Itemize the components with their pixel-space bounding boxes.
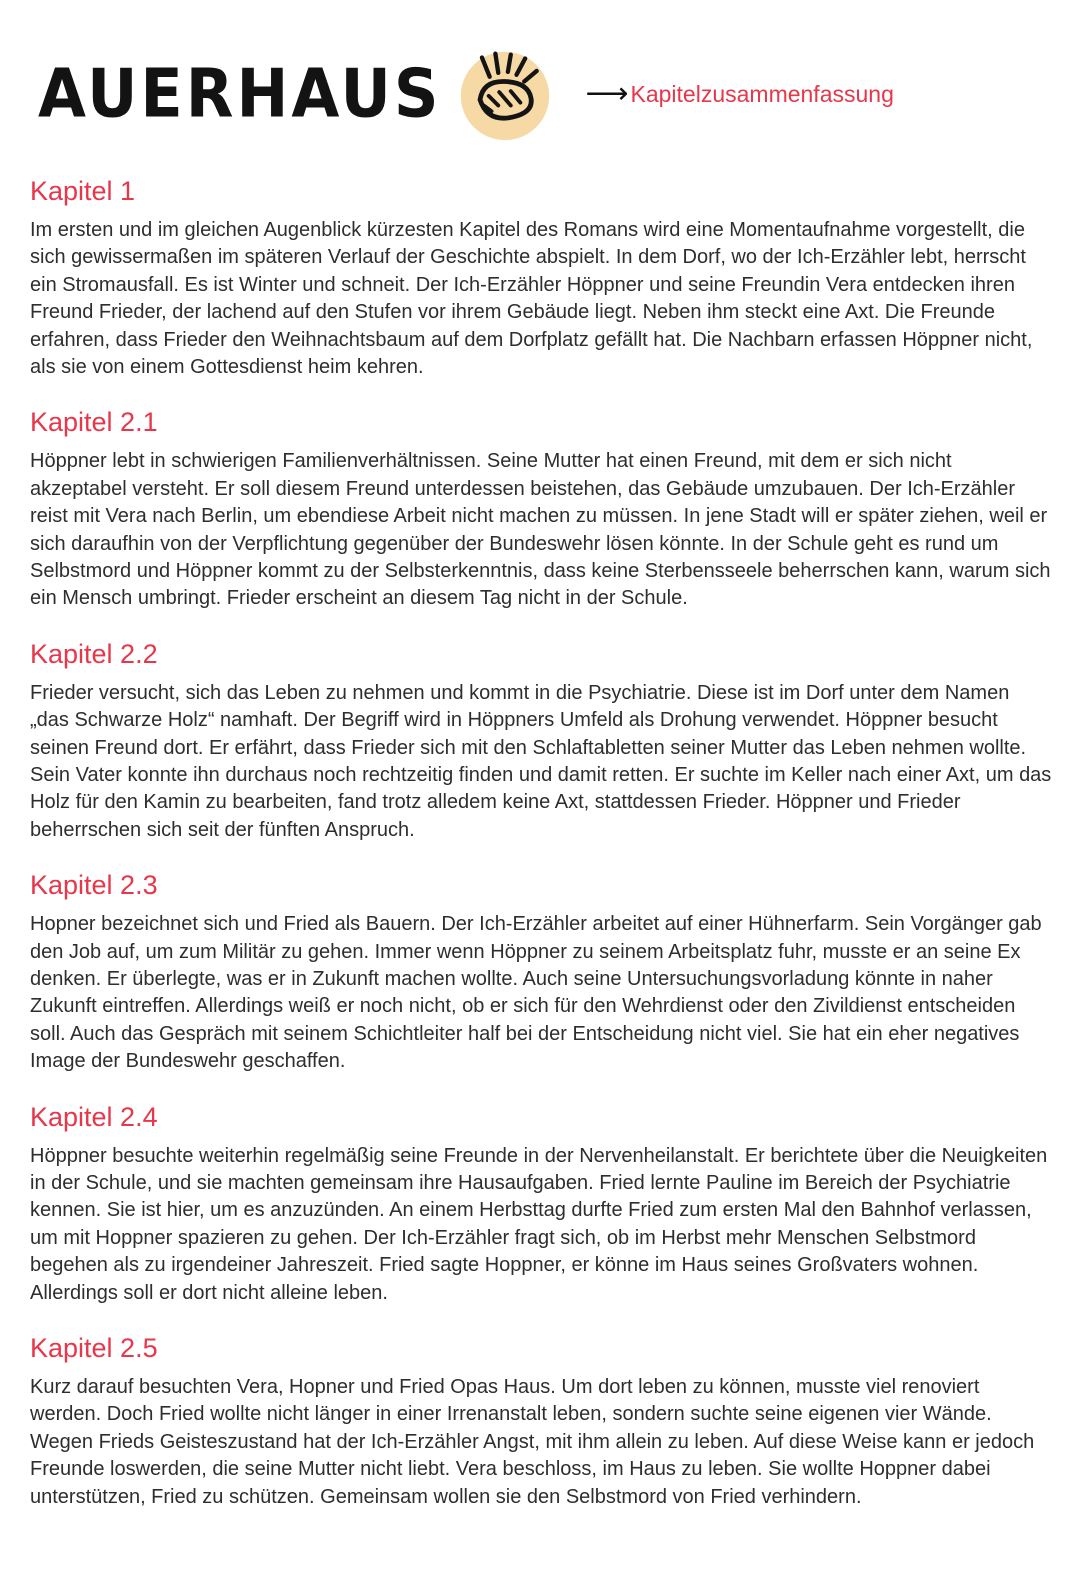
chapter-body: Kurz darauf besuchten Vera, Hopner und Fried Opas Haus. Um dort leben zu können, musste viel renoviert werden. Doch Fried wollte nicht länger in einer Irrenanstalt leben, sondern suchte seine eigenen vier Wände. Wegen Frieds Geisteszustand hat der Ich-Erzähler Angst, mit ihm allein zu leben. Auf diese Weise kann er jedoch Freunde loswerden, die seine Mutter nicht liebt. Vera beschloss, im Haus zu leben. Sie wollte Hoppner dabei unterstützen, Fried zu schützen. Gemeinsam wollen sie den Selbstmord von Fried verhindern. (30, 1376, 1035, 1508)
chapter-section-2-3 (30, 870, 1052, 1075)
chapter-body: Frieder versucht, sich das Leben zu nehmen und kommt in die Psychiatrie. Diese ist im Dorf unter dem Namen „das Schwarze Holz“ namhaft. Der Begriff wird in Höppners Umfeld als Drohung verwendet. Höppner besucht seinen Freund dort. Er erfährt, dass Frieder sich mit den Schlaftabletten seiner Mutter das Leben nehmen wollte. Sein Vater konnte ihn durchaus noch rechtzeitig finden und damit retten. Er suchte im Keller nach einer Axt, um das Holz für den Kamin zu bearbeiten, fand trotz alledem keine Axt, stattdessen Frieder. Höppner und Frieder beherrschen sich seit der fünften Anspruch. (30, 681, 1052, 841)
auerhaus-logo-text: AUERHAUS (38, 54, 442, 133)
scribble-doodle-icon (457, 46, 553, 142)
doc-title-group (585, 79, 893, 109)
chapter-heading: Kapitel 2.2 (30, 638, 158, 669)
chapter-body: Im ersten und im gleichen Augenblick kürzesten Kapitel des Romans wird eine Momentaufnahme vorgestellt, die sich gewissermaßen im späteren Verlauf der Geschichte abspielt. In dem Dorf, wo der Ich-Erzähler lebt, herrscht ein Stromausfall. Es ist Winter und schneit. Der Ich-Erzähler Höppner und seine Freundin Vera entdecken ihren Freund Frieder, der lachend auf den Stufen vor ihrem Gebäude liegt. Neben ihm steckt eine Axt. Die Freunde erfahren, dass Frieder den Weihnachtsbaum auf dem Dorfplatz gefällt hat. Die Nachbarn erfassen Höppner nicht, als sie von einem Gottesdienst heim kehren. (30, 219, 1033, 378)
chapter-section-1 (30, 176, 1052, 381)
page-title: Kapitelzusammenfassung (630, 80, 894, 107)
chapter-heading: Kapitel 2.4 (30, 1101, 158, 1132)
chapter-body: Höppner besuchte weiterhin regelmäßig seine Freunde in der Nervenheilanstalt. Er berichtete über die Neuigkeiten in der Schule, und sie machten gemeinsam ihre Hausaufgaben. Fried lernte Pauline im Bereich der Psychiatrie kennen. Sie ist hier, um es anzuzünden. An einem Herbsttag durfte Fried zum ersten Mal den Bahnhof verlassen, um mit Hoppner spazieren zu gehen. Der Ich-Erzähler fragt sich, ob im Herbst mehr Menschen Selbstmord begehen als zu irgendeiner Jahreszeit. Fried sagte Hoppner, er könne im Haus seines Großvaters wohnen. Allerdings soll er dort nicht alleine leben. (30, 1144, 1048, 1304)
chapter-body: Hopner bezeichnet sich und Fried als Bauern. Der Ich-Erzähler arbeitet auf einer Hühnerfarm. Sein Vorgänger gab den Job auf, um zum Militär zu gehen. Immer wenn Höppner zu seinem Arbeitsplatz fuhr, musste er an seine Ex denken. Er überlegte, was er in Zukunft machen wollte. Auch seine Untersuchungsvorladung könnte in naher Zukunft eintreffen. Allerdings weiß er noch nicht, ob er sich für den Wehrdienst oder den Zivildienst entscheiden soll. Auch das Gespräch mit seinem Schichtleiter half bei der Entscheidung nicht viel. Sie hat ein eher negatives Image der Bundeswehr geschaffen. (30, 913, 1042, 1073)
chapter-section-2-1 (30, 407, 1052, 612)
chapter-heading: Kapitel 2.1 (30, 407, 158, 438)
chapter-heading: Kapitel 2.3 (30, 870, 158, 901)
chapter-section-2-4 (30, 1102, 1052, 1307)
header (30, 46, 1052, 142)
right-arrow-icon: ⟶ (585, 77, 629, 110)
chapter-body: Höppner lebt in schwierigen Familienverhältnissen. Seine Mutter hat einen Freund, mit dem er sich nicht akzeptabel versteht. Er soll diesem Freund unterdessen beistehen, das Gebäude umzubauen. Der Ich-Erzähler reist mit Vera nach Berlin, um ebendiese Arbeit nicht machen zu müssen. In jene Stadt will er später ziehen, weil er sich daraufhin von der Verpflichtung gegenüber der Bundeswehr lösen könnte. In der Schule geht es rund um Selbstmord und Höppner kommt zu der Selbsterkenntnis, dass keine Sterbensseele beherrschen kann, warum sich ein Mensch umbringt. Frieder erscheint an diesem Tag nicht in der Schule. (30, 450, 1051, 610)
chapter-heading: Kapitel 2.5 (30, 1332, 158, 1363)
chapter-heading: Kapitel 1 (30, 176, 136, 206)
chapter-section-2-5 (30, 1333, 1052, 1511)
chapter-section-2-2 (30, 639, 1052, 844)
